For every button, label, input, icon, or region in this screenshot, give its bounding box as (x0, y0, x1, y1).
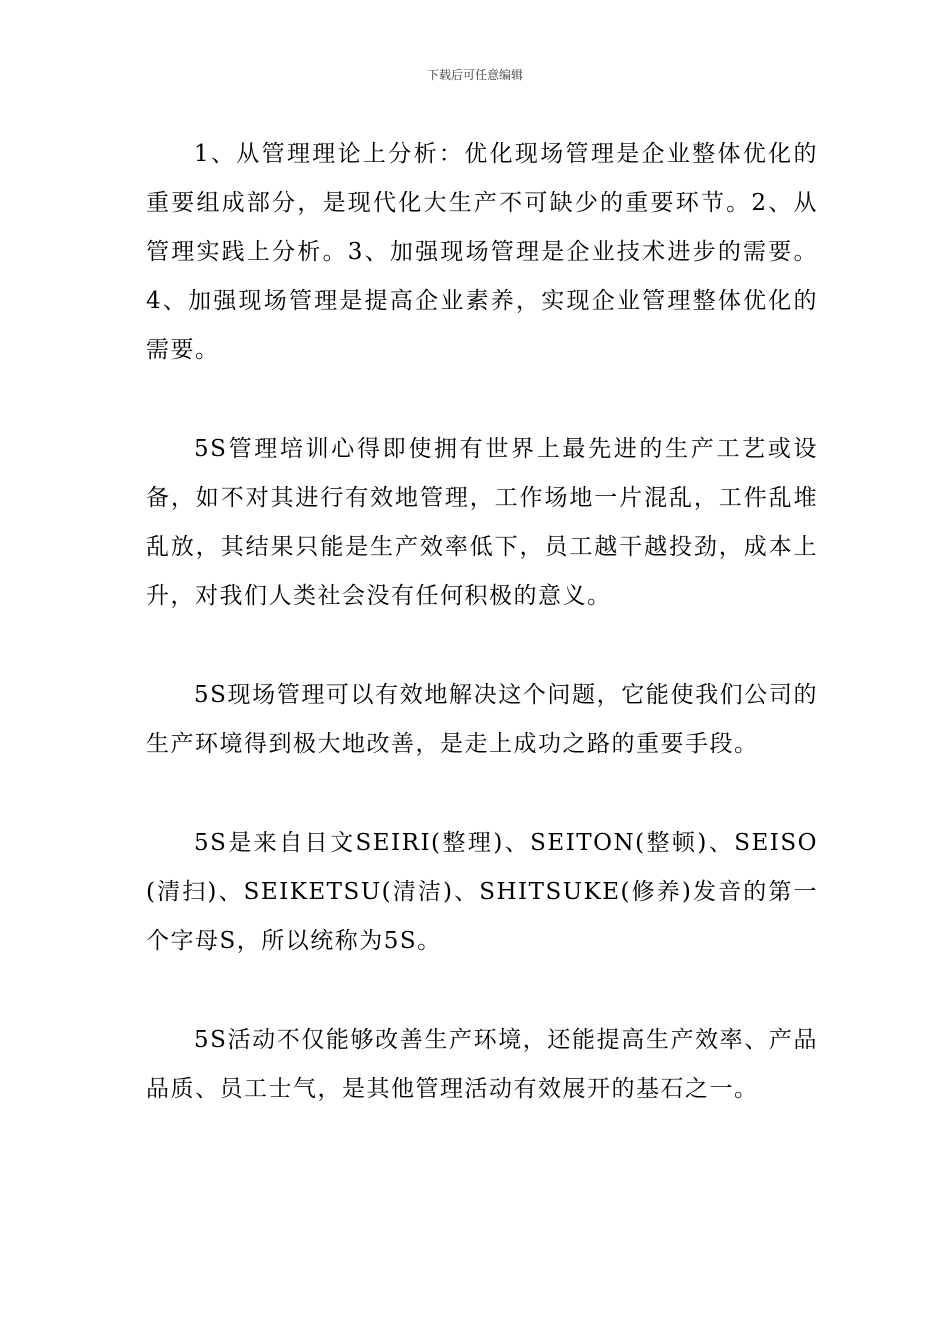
paragraph-5s-training-insight: 5S管理培训心得即使拥有世界上最先进的生产工艺或设备，如不对其进行有效地管理，工作场地一片混乱，工件乱堆乱放，其结果只能是生产效率低下，员工越干越投劲，成本上升，对我们人类社会没有任何积极的意义。 (146, 436, 818, 609)
document-body (146, 130, 818, 1114)
paragraph-5s-origin: 5S是来自日文SEIRI(整理)、SEITON(整顿)、SEISO(清扫)、SEIKETSU(清洁)、SHITSUKE(修养)发音的第一个字母S，所以统称为5S。 (146, 830, 818, 954)
paragraph-5s-benefits: 5S活动不仅能够改善生产环境，还能提高生产效率、产品品质、员工士气，是其他管理活动有效展开的基石之一。 (146, 1027, 818, 1102)
paragraph-management-analysis: 1、从管理理论上分析：优化现场管理是企业整体优化的重要组成部分，是现代化大生产不可缺少的重要环节。2、从管理实践上分析。3、加强现场管理是企业技术进步的需要。4、加强现场管理是提高企业素养，实现企业管理整体优化的需要。 (146, 141, 818, 363)
paragraph-5s-site-management: 5S现场管理可以有效地解决这个问题，它能使我们公司的生产环境得到极大地改善，是走上成功之路的重要手段。 (146, 682, 818, 757)
header-note: 下载后可任意编辑 (426, 68, 523, 82)
